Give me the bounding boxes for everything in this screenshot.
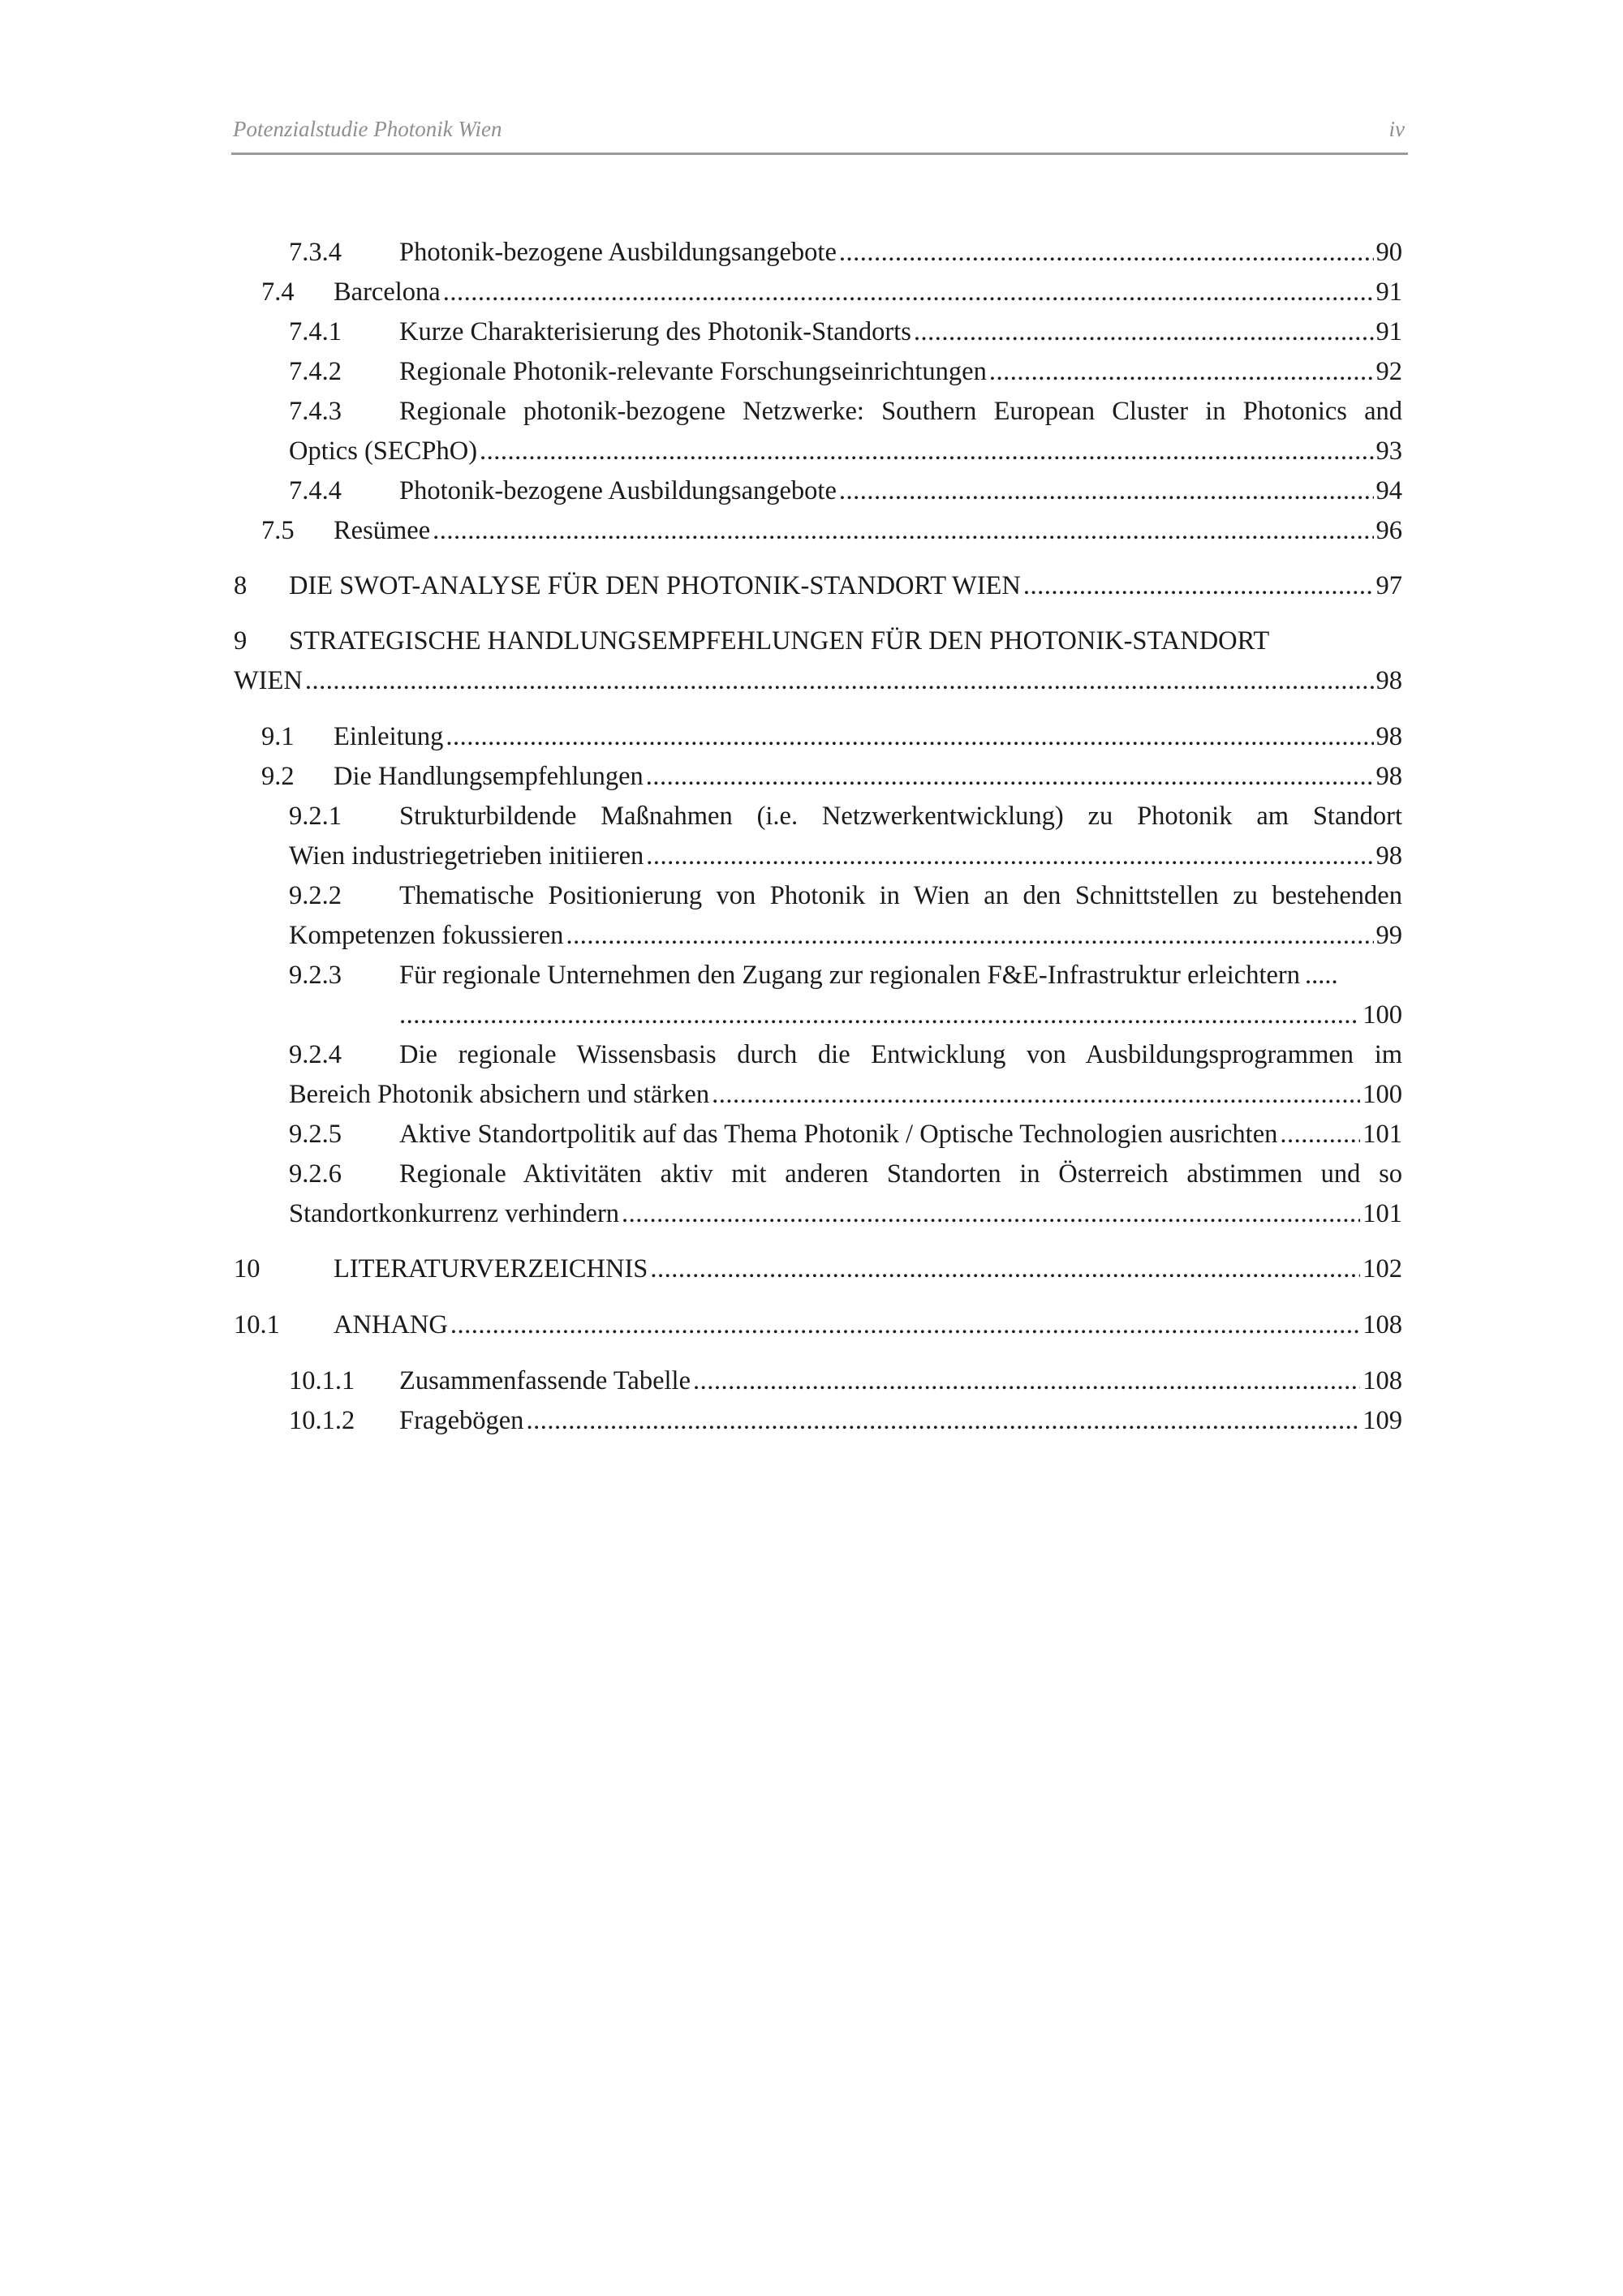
toc-page-number: 99 [1375,921,1402,950]
toc-title: Einleitung [334,722,444,751]
toc-leader-dots [646,836,1373,876]
toc-entry-10[interactable] [234,1249,1402,1289]
toc-number: 7.4.4 [289,476,342,505]
toc-leader-dots [839,233,1374,273]
toc-title-line-2: WIEN [234,666,303,695]
toc-number: 9.2 [261,762,295,791]
toc-title: Die Handlungsempfehlungen [334,762,644,791]
toc-page-number: 101 [1363,1199,1402,1228]
toc-title-line-2: Standortkonkurrenz verhindern [289,1199,620,1228]
toc-page-number: 93 [1375,436,1402,466]
toc-leader-dots [399,995,1360,1035]
toc-leader-dots [650,1249,1360,1289]
toc-number: 9.1 [261,722,295,751]
toc-entry-9-2-5[interactable] [289,1115,1402,1154]
toc-title-line-1: Die regionale Wissensbasis durch die Entwicklung von Ausbildungsprogrammen im [399,1040,1402,1069]
toc-page-number: 92 [1375,357,1402,386]
toc-page-number: 98 [1375,666,1402,695]
toc-number: 10.1.2 [289,1406,355,1435]
toc-leader-dots [914,312,1374,352]
toc-leader-dots [839,471,1374,511]
toc-entry-9-1[interactable] [261,717,1402,757]
toc-page-number: 108 [1363,1366,1402,1395]
toc-number: 7.4.1 [289,317,342,346]
toc-entry-9-2-6[interactable] [289,1154,1402,1234]
toc-leader-dots [526,1401,1360,1441]
toc-title: Fragebögen [399,1406,524,1435]
toc-title: ANHANG [334,1310,448,1339]
toc-entry-9[interactable] [234,621,1402,701]
toc-entry-7-5[interactable] [261,511,1402,551]
toc-page-number: 108 [1363,1310,1402,1339]
toc-number: 7.4 [261,277,295,307]
toc-page-number: 97 [1375,571,1402,600]
toc-number: 10.1 [234,1310,280,1339]
toc-page-number: 98 [1375,722,1402,751]
toc-number: 9 [234,626,248,656]
toc-number: 7.5 [261,516,295,545]
toc-title: Photonik-bezogene Ausbildungsangebote [399,476,837,505]
toc-leader-dots-short: ..... [1305,961,1338,990]
toc-title-line-2: Wien industriegetrieben initiieren [289,841,644,871]
toc-entry-7-4-2[interactable] [289,352,1402,392]
header-page-number: iv [1388,117,1405,141]
toc-page-number: 98 [1375,841,1402,871]
toc-title-line-1: Strukturbildende Maßnahmen (i.e. Netzwerkentwicklung) zu Photonik am Standort [399,802,1402,831]
toc-number: 7.3.4 [289,238,342,267]
toc-title-line-2: Optics (SECPhO) [289,436,478,466]
toc-number: 9.2.3 [289,961,342,990]
toc-title: Kurze Charakterisierung des Photonik-Standorts [399,317,911,346]
toc-title: Photonik-bezogene Ausbildungsangebote [399,238,837,267]
toc-entry-9-2-1[interactable] [289,797,1402,876]
toc-number: 8 [234,571,248,600]
toc-leader-dots [305,661,1374,701]
toc-entry-9-2[interactable] [261,757,1402,797]
toc-entry-7-3-4[interactable] [289,233,1402,273]
toc-title: Resümee [334,516,431,545]
toc-number: 10.1.1 [289,1366,355,1395]
toc-title-line-1: Für regionale Unternehmen den Zugang zur regionalen F&E-Infrastruktur erleichtern [399,961,1300,990]
toc-number: 7.4.3 [289,397,342,426]
toc-page-number: 91 [1375,317,1402,346]
toc-page-number: 96 [1375,516,1402,545]
toc-entry-9-2-2[interactable] [289,876,1402,956]
toc-page-number: 100 [1363,1080,1402,1109]
toc-number: 9.2.6 [289,1159,342,1189]
toc-entry-8[interactable] [234,566,1402,606]
toc-entry-10-1-1[interactable] [289,1361,1402,1401]
toc-leader-dots [622,1194,1360,1234]
toc-number: 10 [234,1254,260,1283]
toc-page-number: 91 [1375,277,1402,307]
toc-title-line-1: STRATEGISCHE HANDLUNGSEMPFEHLUNGEN FÜR DEN PHOTONIK-STANDORT [289,626,1270,656]
toc-leader-dots [433,511,1373,551]
header-title: Potenzialstudie Photonik Wien [233,117,502,141]
toc-leader-dots [480,432,1373,471]
toc-title: Barcelona [334,277,441,307]
running-header [231,114,1408,155]
toc-number: 9.2.2 [289,881,342,910]
toc-number: 9.2.5 [289,1120,342,1149]
toc-page-number: 109 [1363,1406,1402,1435]
toc-leader-dots [1023,566,1374,606]
toc-leader-dots [693,1361,1360,1401]
toc-leader-dots [712,1075,1360,1115]
toc-title-line-2: Bereich Photonik absichern und stärken [289,1080,710,1109]
toc-number: 9.2.4 [289,1040,342,1069]
toc-entry-7-4-4[interactable] [289,471,1402,511]
toc-title: Regionale Photonik-relevante Forschungseinrichtungen [399,357,987,386]
toc-leader-dots [450,1305,1360,1345]
toc-page-number: 98 [1375,762,1402,791]
toc-title: Zusammenfassende Tabelle [399,1366,691,1395]
toc-title-line-2: Kompetenzen fokussieren [289,921,564,950]
toc-title-line-1: Thematische Positionierung von Photonik in Wien an den Schnittstellen zu bestehenden [399,881,1402,910]
toc-entry-7-4[interactable] [261,273,1402,312]
toc-entry-7-4-3[interactable] [289,392,1402,471]
toc-leader-dots [566,916,1373,956]
toc-page-number: 100 [1363,1000,1402,1030]
toc-leader-dots [646,757,1374,797]
toc-entry-10-1-2[interactable] [289,1401,1402,1441]
toc-entry-9-2-3[interactable] [289,956,1402,1035]
toc-title: DIE SWOT-ANALYSE FÜR DEN PHOTONIK-STANDORT WIEN [289,571,1021,600]
toc-entry-9-2-4[interactable] [289,1035,1402,1115]
toc-number: 7.4.2 [289,357,342,386]
toc-leader-dots [989,352,1374,392]
toc-entry-7-4-1[interactable] [289,312,1402,352]
toc-leader-dots [1280,1115,1360,1154]
toc-entry-10-1[interactable] [234,1305,1402,1345]
toc-title-line-1: Regionale photonik-bezogene Netzwerke: Southern European Cluster in Photonics and [399,397,1402,426]
toc-page-number: 101 [1363,1120,1402,1149]
toc-leader-dots [443,273,1374,312]
toc-title-line-1: Regionale Aktivitäten aktiv mit anderen Standorten in Österreich abstimmen und so [399,1159,1402,1189]
toc-leader-dots [446,717,1373,757]
toc-title: Aktive Standortpolitik auf das Thema Photonik / Optische Technologien ausrichten [399,1120,1278,1149]
toc-number: 9.2.1 [289,802,342,831]
toc-page-number: 102 [1363,1254,1402,1283]
toc-title: LITERATURVERZEICHNIS [334,1254,648,1283]
toc-page-number: 94 [1375,476,1402,505]
toc-page-number: 90 [1375,238,1402,267]
